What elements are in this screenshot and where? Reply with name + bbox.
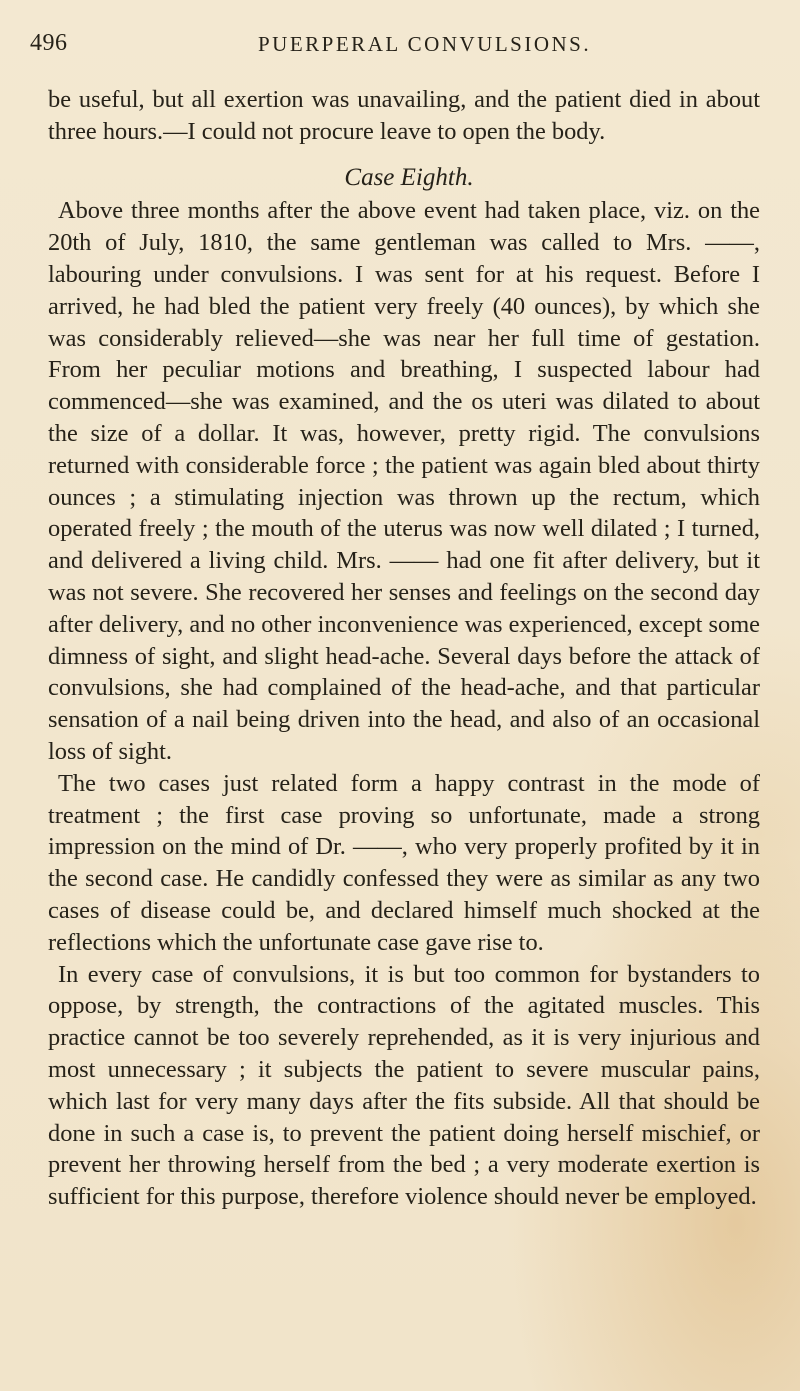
case-heading: Case Eighth. [344,163,474,191]
body-text [48,84,760,1213]
paragraph-bystanders: In every case of convulsions, it is but too common for bystanders to oppose, by strength, the contractions of the agitated muscles. This practice cannot be too severely reprehended, as it is very injurious and most unnecessary ; it subjects the patient to severe muscular pains, which last for very many days after the fits subside. All that should be done in such a case is, to prevent the patient doing herself mischief, or prevent her throwing herself from the bed ; a very moderate exertion is sufficient for this purpose, therefore violence should never be employed. [48,960,760,1211]
running-header [30,30,770,60]
paragraph-contrast: The two cases just related form a happy contrast in the mode of treatment ; the first case proving so unfortunate, made a strong impression on the mind of Dr. ——, who very properly profited by it in the second case. He candidly confessed they were as similar as any two cases of disease could be, and declared himself much shocked at the reflections which the unfortunate case gave rise to. [48,769,760,956]
running-title: PUERPERAL CONVULSIONS. [258,32,592,56]
paragraph-case-eighth: Above three months after the above event had taken place, viz. on the 20th of July, 1810, the same gentleman was called to Mrs. ——, labouring under convulsions. I was sent for at his request. Before I arrived, he had bled the patient very freely (40 ounces), by which she was considerably relieved—she was near her full time of gestation. From her peculiar motions and breathing, I suspected labour had commenced—she was examined, and the os uteri was dilated to about the size of a dollar. It was, however, pretty rigid. The convulsions returned with considerable force ; the patient was again bled about thirty ounces ; a stimulating injection was thrown up the rectum, which operated freely ; the mouth of the uterus was now well dilated ; I turned, and delivered a living child. Mrs. —— had one fit after delivery, but it was not severe. She recovered her senses and feelings on the second day after delivery, and no other inconvenience was experienced, except some dimness of sight, and slight head-ache. Several days before the attack of convulsions, she had complained of the head-ache, and that particular sensation of a nail being driven into the head, and also of an occasional loss of sight. [48,197,760,765]
page-number: 496 [30,30,68,56]
paragraph-continued: be useful, but all exertion was unavailing, and the patient died in about three hours.—I could not procure leave to open the body. [48,86,760,145]
